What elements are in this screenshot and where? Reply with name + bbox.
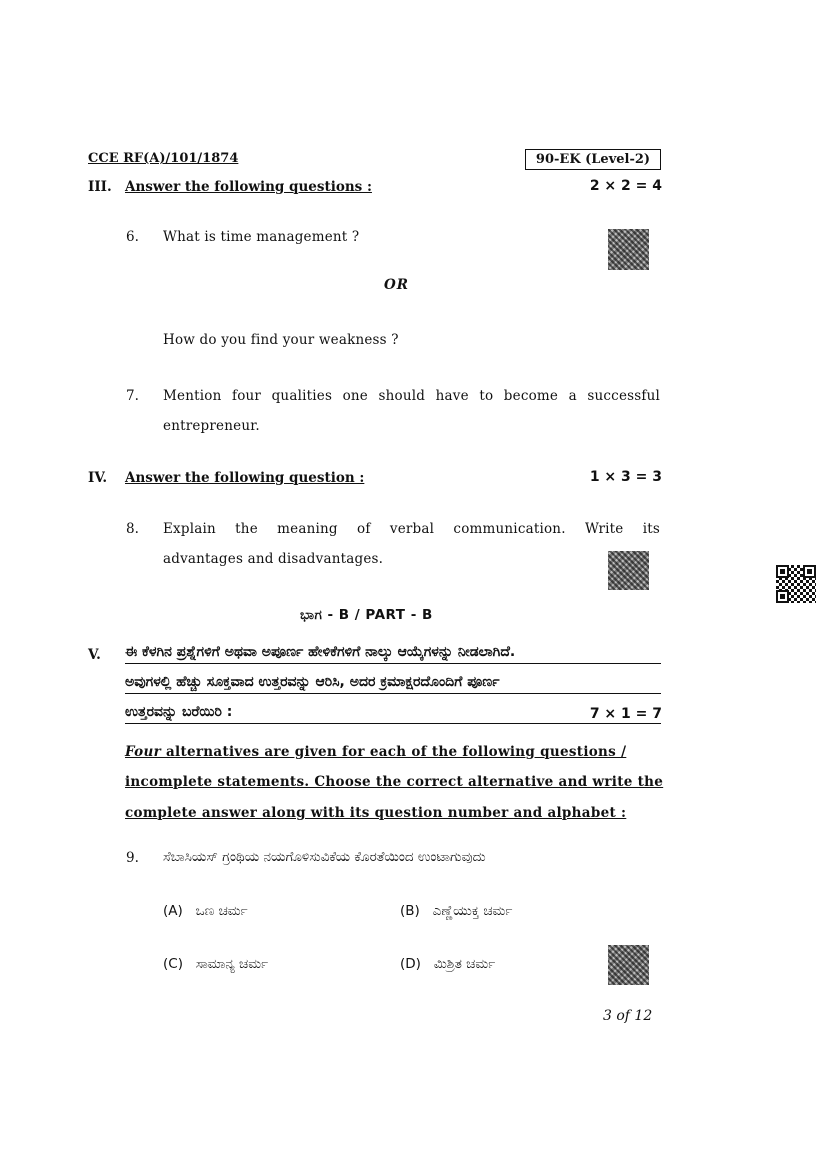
question-qr-code bbox=[608, 229, 649, 270]
question-text-alternative: How do you find your weakness ? bbox=[163, 332, 399, 348]
option-a bbox=[163, 903, 248, 919]
question-text-continued: advantages and disadvantages. bbox=[163, 551, 384, 567]
section-marks: 2 × 2 = 4 bbox=[589, 178, 662, 194]
option-label: (A) bbox=[163, 903, 183, 919]
section-number: IV. bbox=[88, 470, 108, 486]
question-number: 6. bbox=[126, 229, 139, 245]
or-separator: OR bbox=[384, 277, 409, 293]
option-text: ಮಿಶ್ರಿತ ಚರ್ಮ bbox=[433, 956, 496, 972]
question-number: 8. bbox=[126, 521, 139, 537]
question-text: ಸೆಬಾಸಿಯಸ್ ಗ್ರಂಥಿಯ ನಯಗೊಳಿಸುವಿಕೆಯ ಕೊರತೆಯಿಂದ ಉಂಟಾಗುವುದು bbox=[163, 849, 486, 865]
question-text: Explain the meaning of verbal communication. Write its bbox=[163, 521, 660, 537]
section-number: V. bbox=[88, 647, 101, 663]
question-qr-code bbox=[608, 551, 649, 590]
question-qr-code bbox=[608, 945, 649, 985]
instruction-kannada-line-3: ಉತ್ತರವನ್ನು ಬರೆಯಿರಿ : bbox=[125, 704, 661, 724]
question-number: 7. bbox=[126, 388, 139, 404]
option-label: (C) bbox=[163, 956, 183, 972]
instruction-english-line-1 bbox=[125, 744, 626, 760]
paper-code-box: 90-EK (Level-2) bbox=[525, 149, 661, 170]
section-number: III. bbox=[88, 179, 112, 195]
option-text: ಎಣ್ಣೆಯುಕ್ತ ಚರ್ಮ bbox=[432, 903, 513, 919]
instruction-english-line-3: complete answer along with its question number and alphabet : bbox=[125, 805, 627, 821]
page-qr-code bbox=[776, 565, 816, 603]
option-label: (D) bbox=[400, 956, 421, 972]
question-text: What is time management ? bbox=[163, 229, 360, 245]
section-marks: 7 × 1 = 7 bbox=[589, 706, 662, 722]
section-title: Answer the following questions : bbox=[125, 179, 372, 195]
page-number: 3 of 12 bbox=[603, 1008, 653, 1024]
instruction-text: alternatives are given for each of the following questions / bbox=[165, 744, 627, 760]
instruction-kannada-line-2: ಅವುಗಳಲ್ಲಿ ಹೆಚ್ಚು ಸೂಕ್ತವಾದ ಉತ್ತರವನ್ನು ಆರಿಸಿ, ಅದರ ಕ್ರಮಾಕ್ಷರದೊಂದಿಗೆ ಪೂರ್ಣ bbox=[125, 674, 661, 694]
instruction-kannada-line-1: ಈ ಕೆಳಗಿನ ಪ್ರಶ್ನೆಗಳಿಗೆ ಅಥವಾ ಅಪೂರ್ಣ ಹೇಳಿಕೆಗಳಿಗೆ ನಾಲ್ಕು ಆಯ್ಕೆಗಳನ್ನು ನೀಡಲಾಗಿದೆ. bbox=[125, 644, 661, 664]
emphasis-word: Four bbox=[125, 744, 161, 760]
option-label: (B) bbox=[400, 903, 420, 919]
part-heading: ಭಾಗ - B / PART - B bbox=[300, 607, 433, 623]
document-code: CCE RF(A)/101/1874 bbox=[88, 151, 239, 166]
question-text: Mention four qualities one should have to become a successful bbox=[163, 388, 660, 404]
option-c bbox=[163, 956, 268, 972]
option-text: ಸಾಮಾನ್ಯ ಚರ್ಮ bbox=[195, 956, 269, 972]
option-d bbox=[400, 956, 495, 972]
question-number: 9. bbox=[126, 850, 139, 866]
instruction-english-line-2: incomplete statements. Choose the correct alternative and write the bbox=[125, 774, 664, 790]
option-text: ಒಣ ಚರ್ಮ bbox=[195, 903, 248, 919]
section-marks: 1 × 3 = 3 bbox=[589, 469, 662, 485]
option-b bbox=[400, 903, 512, 919]
question-text-continued: entrepreneur. bbox=[163, 418, 260, 434]
section-title: Answer the following question : bbox=[125, 470, 365, 486]
